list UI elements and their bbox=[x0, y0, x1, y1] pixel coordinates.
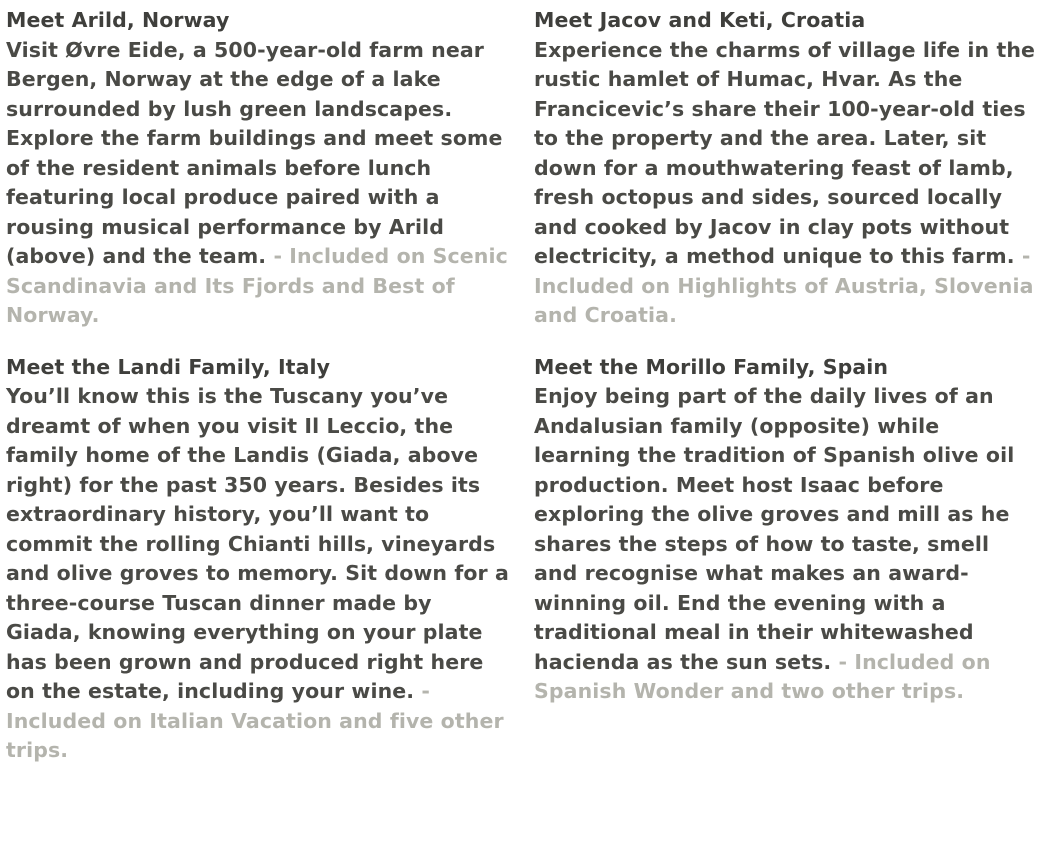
story-heading: Meet the Morillo Family, Spain bbox=[534, 354, 889, 379]
story-body-text: Enjoy being part of the daily lives of an Andalusian family (opposite) while learning the tradition of Spanish olive oil production. Meet host Isaac before exploring the olive groves and mill as he shares the steps of how to taste, smell and recognise what makes an award-winning oil. End the evening with a traditional meal in their whitewashed hacienda as the sun sets. bbox=[534, 384, 1015, 674]
story-body-text: You’ll know this is the Tuscany you’ve dreamt of when you visit Il Leccio, the family home of the Landis (Giada, above right) for the past 350 years. Besides its extraordinary history, you’ll want to commit the rolling Chianti hills, vineyards and olive groves to memory. Sit down for a three-course Tuscan dinner made by Giada, knowing everything on your plate has been grown and produced right here on the estate, including your wine. bbox=[6, 384, 509, 703]
story-heading: Meet the Landi Family, Italy bbox=[6, 354, 331, 379]
story-included-note: - Included on Highlights of Austria, Slovenia and Croatia. bbox=[534, 244, 1034, 327]
story-included-note: - Included on Scenic Scandinavia and Its Fjords and Best of Norway. bbox=[6, 244, 508, 327]
story-body bbox=[534, 36, 1038, 331]
story-body bbox=[6, 36, 510, 331]
story-morillo-family-spain bbox=[534, 353, 1038, 707]
story-included-note: - Included on Spanish Wonder and two other trips. bbox=[534, 649, 991, 703]
story-body-text: Visit Øvre Eide, a 500-year-old farm near Bergen, Norway at the edge of a lake surrounded by lush green landscapes. Explore the farm buildings and meet some of the resident animals before lunch featuring local produce paired with a rousing musical performance by Arild (above) and the team. bbox=[6, 37, 503, 268]
story-included-note: - Included on Italian Vacation and five other trips. bbox=[6, 679, 504, 762]
story-jacov-keti-croatia bbox=[534, 6, 1038, 331]
left-column bbox=[6, 6, 510, 766]
right-column bbox=[534, 6, 1038, 707]
story-heading: Meet Arild, Norway bbox=[6, 8, 230, 32]
story-heading: Meet Jacov and Keti, Croatia bbox=[534, 8, 866, 32]
story-body-text: Experience the charms of village life in the rustic hamlet of Humac, Hvar. As the Francicevic’s share their 100-year-old ties to the property and the area. Later, sit down for a mouthwatering feast of lamb, fresh octopus and sides, sourced locally and cooked by Jacov in clay pots without electricity, a method unique to this farm. bbox=[534, 37, 1036, 268]
two-column-layout bbox=[6, 6, 1039, 766]
story-body bbox=[534, 382, 1038, 707]
story-arild-norway bbox=[6, 6, 510, 331]
story-body bbox=[6, 382, 510, 766]
story-landi-family-italy bbox=[6, 353, 510, 766]
